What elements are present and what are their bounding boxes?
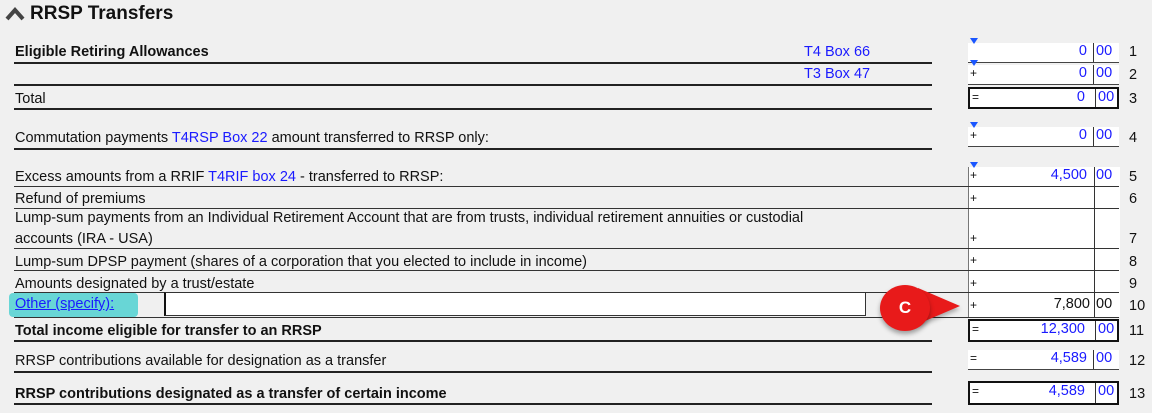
line5-amount-field[interactable] (968, 167, 1119, 187)
line10-cents: 00 (1096, 296, 1113, 312)
line12-underline (14, 371, 932, 373)
line13-label: RRSP contributions designated as a transfer of certain income (15, 386, 447, 402)
line-number: 8 (1129, 254, 1138, 270)
line3-underline (14, 108, 932, 110)
t4rif-box24-link[interactable]: T4RIF box 24 (208, 169, 296, 185)
line-number: 10 (1129, 298, 1146, 314)
amount-column (968, 167, 1120, 317)
line1-dollars: 0 (1078, 43, 1087, 59)
line3-dollars: 0 (1076, 89, 1085, 105)
line11-label: Total income eligible for transfer to an RRSP (15, 323, 322, 339)
line11-total-field[interactable] (968, 319, 1119, 342)
line2-cents: 00 (1096, 65, 1113, 81)
line5-label: Excess amounts from a RRIF T4RIF box 24 - transferred to RRSP: (15, 169, 444, 185)
line13-total-field[interactable] (968, 381, 1119, 405)
line4-cents: 00 (1096, 127, 1113, 143)
section-title: RRSP Transfers (30, 3, 174, 24)
line12-amount-field[interactable] (968, 350, 1119, 370)
line2-underline (14, 84, 932, 86)
line-number: 13 (1129, 386, 1146, 402)
line4-amount-field[interactable] (968, 127, 1119, 147)
line8-label: Lump-sum DPSP payment (shares of a corporation that you elected to include in income) (15, 254, 587, 270)
line7-label-b: accounts (IRA - USA) (15, 231, 153, 247)
line13-dollars: 4,589 (1048, 383, 1085, 399)
line1-sublabel: T4 Box 66 (804, 44, 871, 60)
line-number: 5 (1129, 169, 1138, 185)
line2-sublabel: T3 Box 47 (804, 66, 871, 82)
section-header[interactable] (4, 3, 173, 25)
line1-underline (14, 62, 932, 64)
line11-cents: 00 (1098, 321, 1115, 337)
operator: = (972, 322, 980, 336)
line3-label: Total (15, 91, 46, 107)
other-specify-input[interactable] (164, 292, 866, 316)
operator: + (970, 298, 978, 312)
line7-amount-field[interactable]: + (970, 231, 978, 245)
line7-label-a: Lump-sum payments from an Individual Retirement Account that are from trusts, individual retirement annuities or custodial (15, 210, 804, 226)
line1-label: Eligible Retiring Allowances (15, 44, 209, 60)
operator: + (970, 66, 978, 80)
line13-cents: 00 (1098, 383, 1115, 399)
operator: = (972, 384, 980, 398)
line1-amount-field[interactable] (968, 43, 1119, 63)
line12-label: RRSP contributions available for designation as a transfer (15, 353, 387, 369)
line-number: 6 (1129, 191, 1138, 207)
line-number: 7 (1129, 231, 1138, 247)
line5-cents: 00 (1096, 167, 1113, 183)
line2-dollars: 0 (1078, 65, 1087, 81)
operator: + (970, 128, 978, 142)
chevron-up-icon[interactable] (4, 6, 26, 22)
line2-amount-field[interactable] (968, 65, 1119, 85)
operator: = (972, 90, 980, 104)
line-number: 9 (1129, 276, 1138, 292)
line9-label: Amounts designated by a trust/estate (15, 276, 255, 292)
line-number: 2 (1129, 67, 1138, 83)
line4-underline (14, 148, 932, 150)
line3-total-field[interactable] (968, 87, 1119, 109)
line3-cents: 00 (1098, 89, 1115, 105)
line4-dollars: 0 (1078, 127, 1087, 143)
line-number: 1 (1129, 44, 1138, 60)
line-number: 12 (1129, 353, 1146, 369)
line8-amount-field[interactable]: + (970, 253, 978, 267)
line5-dollars: 4,500 (1050, 167, 1087, 183)
callout-badge: C (880, 285, 930, 331)
line6-label: Refund of premiums (15, 191, 146, 207)
other-specify-link[interactable]: Other (specify): (15, 296, 115, 312)
line-number: 4 (1129, 130, 1138, 146)
line11-underline (14, 340, 932, 342)
line11-dollars: 12,300 (1040, 321, 1085, 337)
line13-underline (14, 403, 932, 405)
line6-amount-field[interactable]: + (970, 191, 978, 205)
t4rsp-box22-link[interactable]: T4RSP Box 22 (171, 130, 268, 146)
line4-label: Commutation payments T4RSP Box 22 amount transferred to RRSP only: (15, 130, 489, 146)
line-number: 11 (1129, 323, 1145, 339)
line10-dollars[interactable]: 7,800 (1053, 296, 1090, 312)
line1-cents: 00 (1096, 43, 1113, 59)
line12-dollars: 4,589 (1050, 350, 1087, 366)
line9-amount-field[interactable]: + (970, 276, 978, 290)
line12-cents: 00 (1096, 350, 1113, 366)
operator: = (970, 351, 978, 365)
line-number: 3 (1129, 91, 1138, 107)
operator: + (970, 168, 978, 182)
dropdown-indicator-icon[interactable] (970, 38, 978, 44)
